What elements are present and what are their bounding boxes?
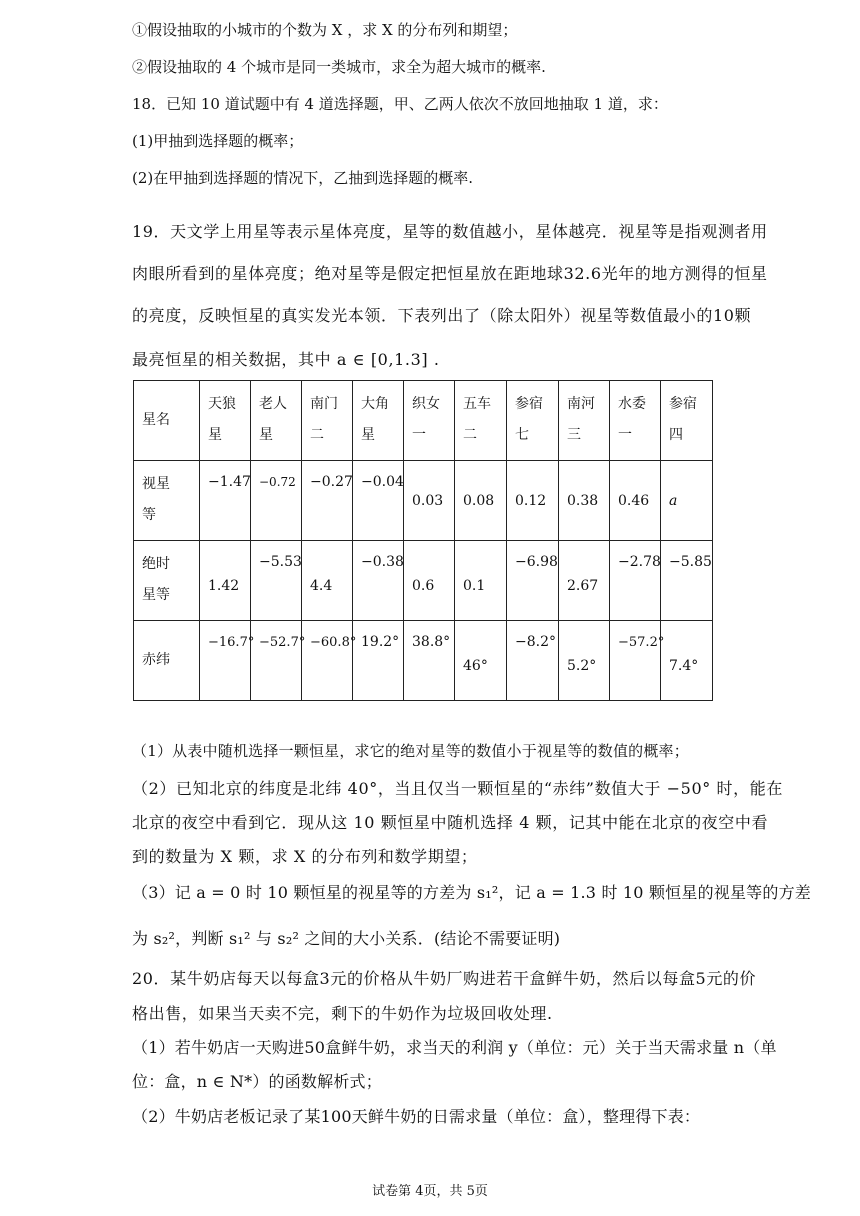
q20-part2: （2）牛奶店老板记录了某100天鲜牛奶的日需求量（单位：盒），整理得下表： bbox=[132, 1107, 701, 1126]
table-header-cell: 织女 一 bbox=[404, 381, 455, 461]
q19-stem-line1: 19．天文学上用星等表示星体亮度，星等的数值越小，星体越亮．视星等是指观测者用 bbox=[132, 222, 768, 241]
row-label-absolute-magnitude: 绝时 星等 bbox=[134, 541, 200, 621]
table-cell: 0.1 bbox=[455, 541, 507, 621]
table-row-apparent-magnitude bbox=[134, 461, 713, 541]
table-header-cell: 南门 二 bbox=[302, 381, 353, 461]
table-row-declination bbox=[134, 621, 713, 701]
q20-stem-line1: 20．某牛奶店每天以每盒3元的价格从牛奶厂购进若干盒鲜牛奶，然后以每盒5元的价 bbox=[132, 969, 757, 988]
table-cell: 0.6 bbox=[404, 541, 455, 621]
table-cell: 7.4° bbox=[661, 621, 713, 701]
row-label-apparent-magnitude: 视星 等 bbox=[134, 461, 200, 541]
table-cell: a bbox=[661, 461, 713, 541]
q20-part1-line2: 位：盒，n ∈ N*）的函数解析式； bbox=[132, 1072, 382, 1091]
q17-part1: ①假设抽取的小城市的个数为 X ，求 X 的分布列和期望； bbox=[132, 21, 518, 39]
q19-part1: （1）从表中随机选择一颗恒星，求它的绝对星等的数值小于视星等的数值的概率； bbox=[132, 742, 689, 760]
q18-stem: 18．已知 10 道试题中有 4 道选择题，甲、乙两人依次不放回地抽取 1 道，求： bbox=[132, 95, 668, 113]
table-cell: 0.38 bbox=[559, 461, 610, 541]
table-cell: 0.03 bbox=[404, 461, 455, 541]
star-data-table bbox=[133, 380, 713, 701]
q19-stem-line3: 的亮度，反映恒星的真实发光本领．下表列出了（除太阳外）视星等数值最小的10颗 bbox=[132, 306, 752, 325]
table-cell: −0.04 bbox=[353, 461, 404, 541]
table-cell: 1.42 bbox=[200, 541, 251, 621]
table-cell: 2.67 bbox=[559, 541, 610, 621]
table-header-cell: 南河 三 bbox=[559, 381, 610, 461]
table-header-cell: 大角 星 bbox=[353, 381, 404, 461]
q20-part1-line1: （1）若牛奶店一天购进50盒鲜牛奶，求当天的利润 y（单位：元）关于当天需求量 n（单 bbox=[132, 1038, 777, 1057]
table-header-cell: 老人 星 bbox=[251, 381, 302, 461]
q19-part3-line1: （3）记 a = 0 时 10 颗恒星的视星等的方差为 s₁²，记 a = 1.3 时 10 颗恒星的视星等的方差 bbox=[132, 883, 811, 902]
q18-part1: (1)甲抽到选择题的概率； bbox=[132, 132, 304, 150]
table-cell: −8.2° bbox=[507, 621, 559, 701]
table-header-cell: 天狼 星 bbox=[200, 381, 251, 461]
table-cell: −0.72 bbox=[251, 461, 302, 541]
table-cell: 0.08 bbox=[455, 461, 507, 541]
table-cell: 46° bbox=[455, 621, 507, 701]
q20-stem-line2: 格出售，如果当天卖不完，剩下的牛奶作为垃圾回收处理. bbox=[132, 1004, 553, 1023]
table-header-cell: 水委 一 bbox=[610, 381, 661, 461]
table-cell: 38.8° bbox=[404, 621, 455, 701]
table-header-cell: 参宿 四 bbox=[661, 381, 713, 461]
table-cell: −5.53 bbox=[251, 541, 302, 621]
row-label-declination: 赤纬 bbox=[134, 621, 200, 701]
q19-stem-line4: 最亮恒星的相关数据，其中 a ∈ [0,1.3] . bbox=[132, 350, 440, 369]
page-footer: 试卷第 4页，共 5页 bbox=[372, 1184, 488, 1199]
table-cell: 19.2° bbox=[353, 621, 404, 701]
table-header-cell: 参宿 七 bbox=[507, 381, 559, 461]
table-cell: −1.47 bbox=[200, 461, 251, 541]
q19-part2-line3: 到的数量为 X 颗，求 X 的分布列和数学期望； bbox=[132, 847, 478, 866]
table-header-cell: 星名 bbox=[134, 381, 200, 461]
table-cell: −2.78 bbox=[610, 541, 661, 621]
q19-stem-line2: 肉眼所看到的星体亮度；绝对星等是假定把恒星放在距地球32.6光年的地方测得的恒星 bbox=[132, 264, 768, 283]
table-row-absolute-magnitude bbox=[134, 541, 713, 621]
table-cell: −57.2° bbox=[610, 621, 661, 701]
table-cell: 0.46 bbox=[610, 461, 661, 541]
table-header-cell: 五车 二 bbox=[455, 381, 507, 461]
table-cell: 4.4 bbox=[302, 541, 353, 621]
table-cell: −6.98 bbox=[507, 541, 559, 621]
table-cell: −52.7° bbox=[251, 621, 302, 701]
table-cell: −0.27 bbox=[302, 461, 353, 541]
q19-part2-line1: （2）已知北京的纬度是北纬 40°，当且仅当一颗恒星的“赤纬”数值大于 −50° 时，能在 bbox=[132, 779, 783, 798]
table-cell: 0.12 bbox=[507, 461, 559, 541]
q17-part2: ②假设抽取的 4 个城市是同一类城市，求全为超大城市的概率. bbox=[132, 58, 546, 76]
table-cell: −5.85 bbox=[661, 541, 713, 621]
q19-part2-line2: 北京的夜空中看到它．现从这 10 颗恒星中随机选择 4 颗，记其中能在北京的夜空中看 bbox=[132, 813, 769, 832]
table-header-row bbox=[134, 381, 713, 461]
table-cell: −0.38 bbox=[353, 541, 404, 621]
q18-part2: (2)在甲抽到选择题的情况下，乙抽到选择题的概率. bbox=[132, 169, 474, 187]
table-cell: −16.7° bbox=[200, 621, 251, 701]
table-cell: −60.8° bbox=[302, 621, 353, 701]
q19-part3-line2: 为 s₂²，判断 s₁² 与 s₂² 之间的大小关系．(结论不需要证明) bbox=[132, 929, 561, 948]
table-cell: 5.2° bbox=[559, 621, 610, 701]
